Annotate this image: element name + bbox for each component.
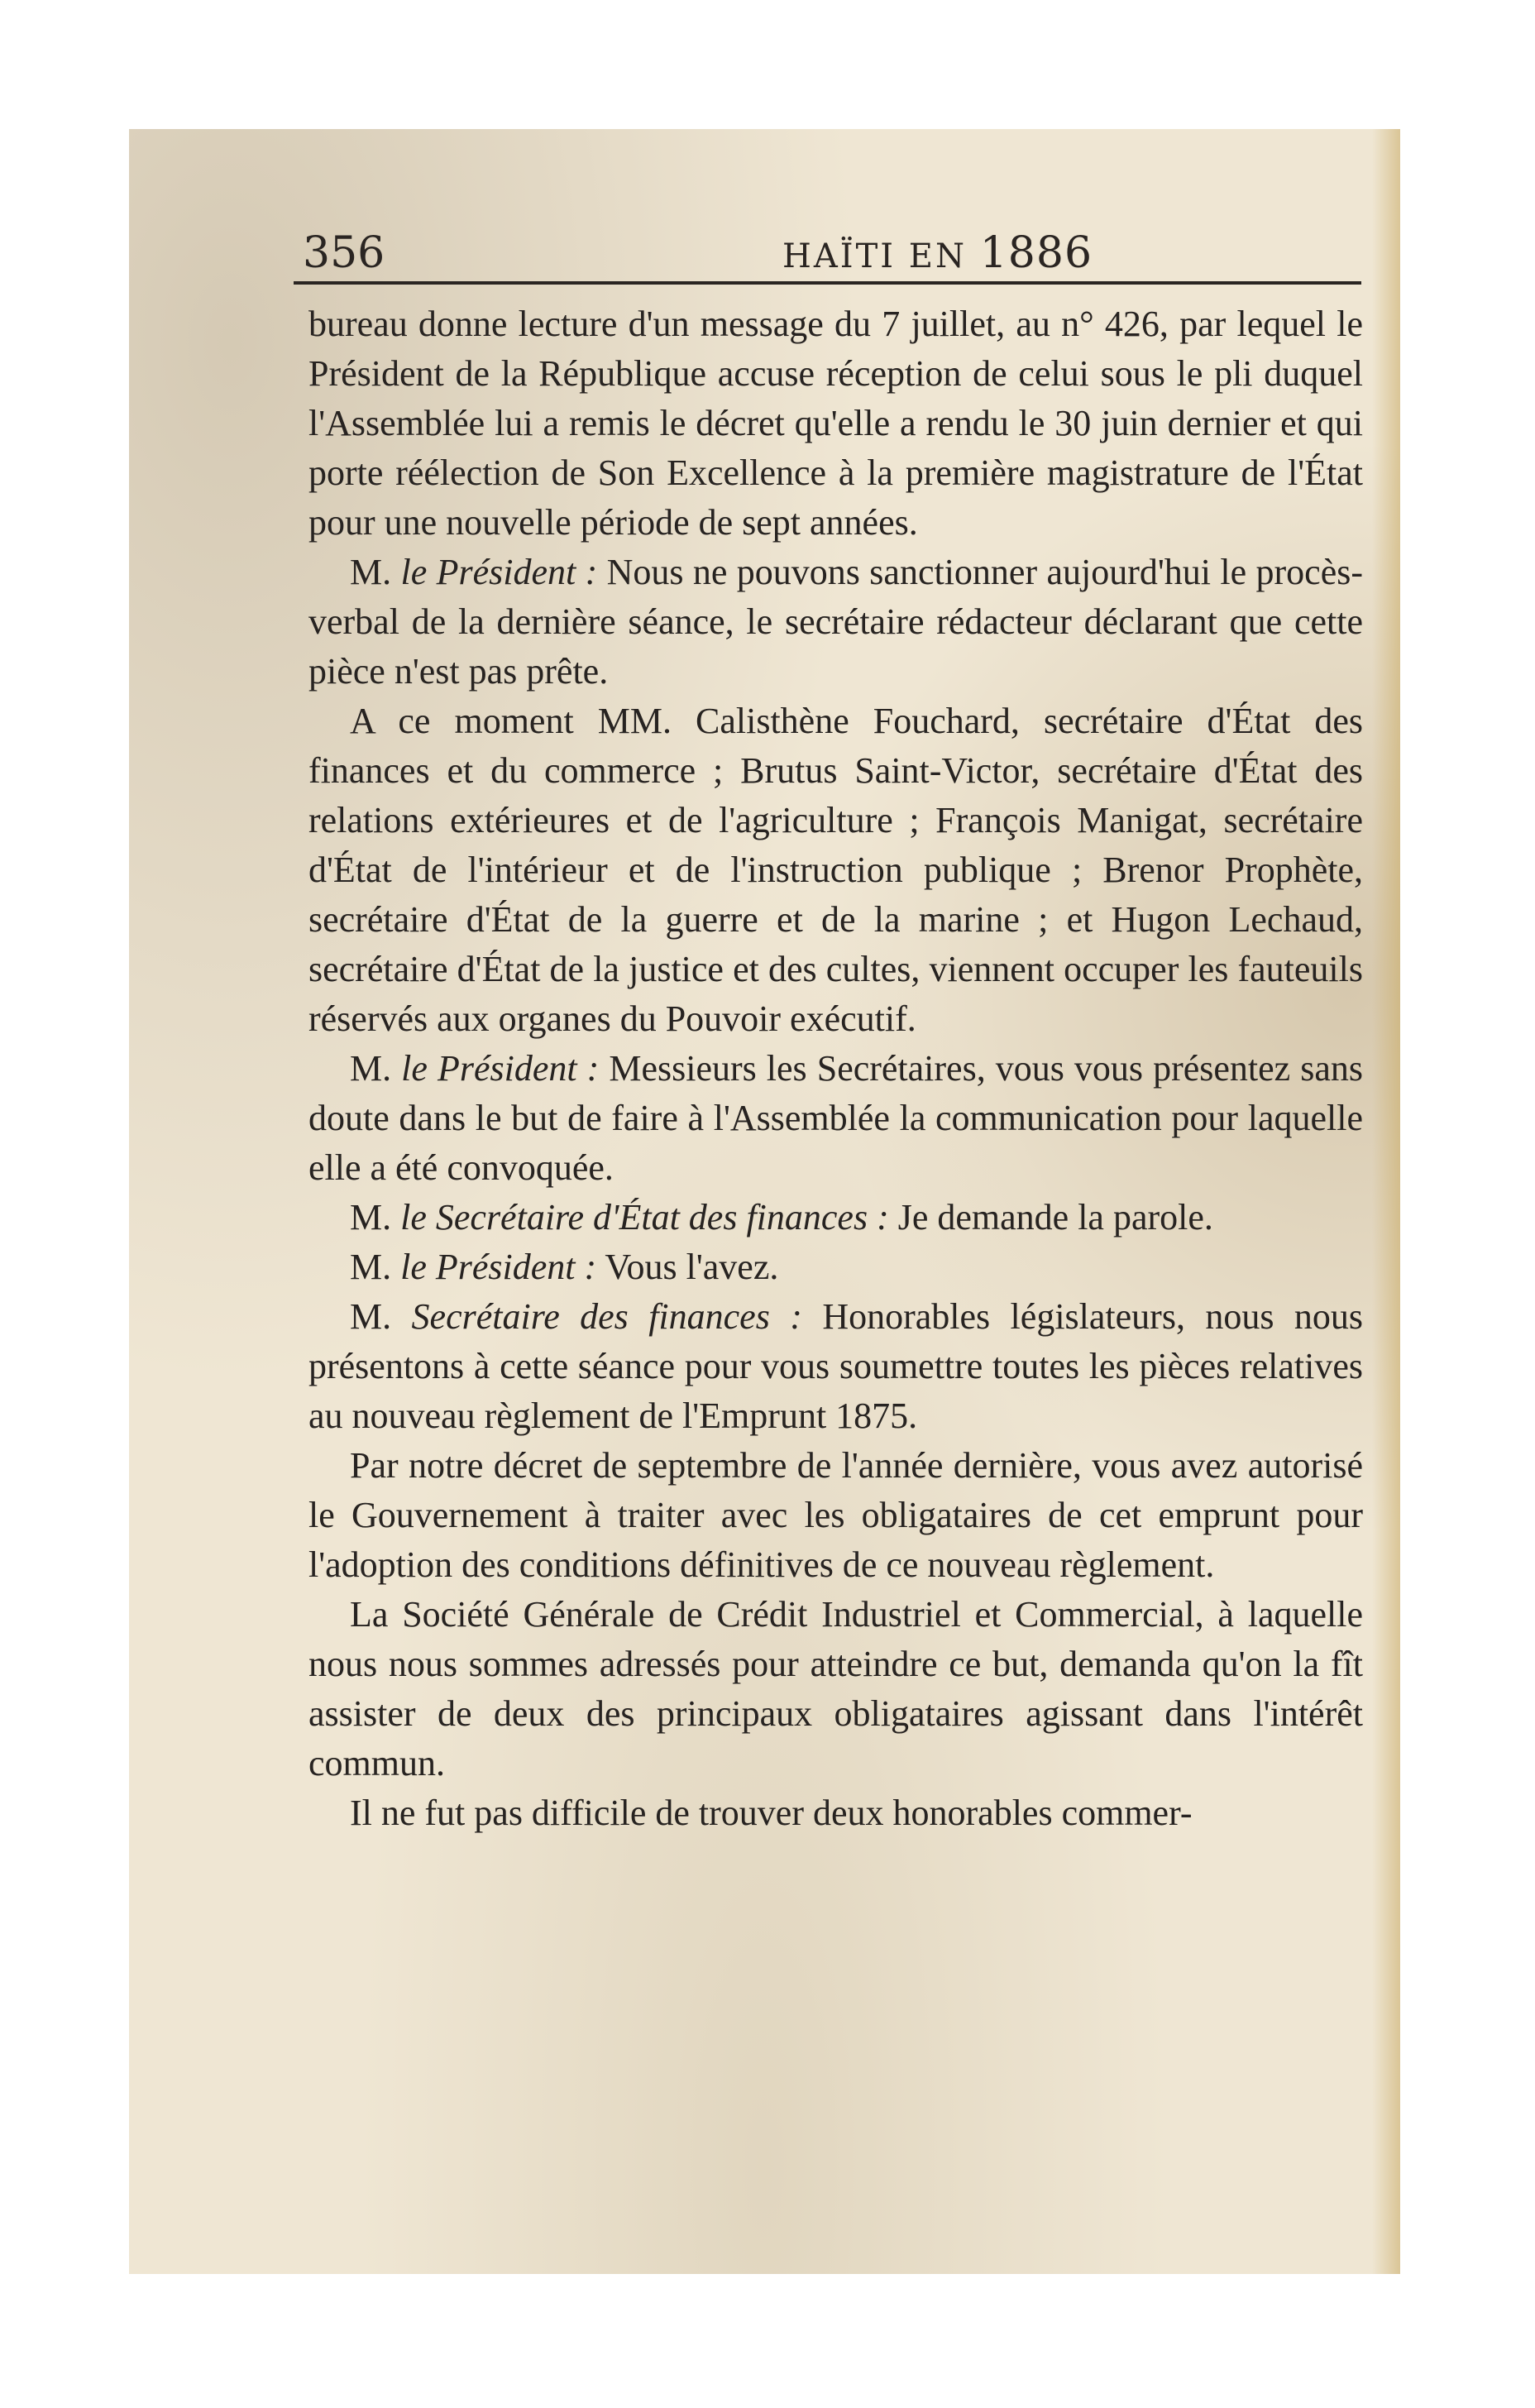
paragraph-7-text: Honorables législateurs, nous nous présentons à cette séance pour vous soumettre toutes les pièces relatives au nouveau règlement de l'Emprunt 1875. (308, 1296, 1364, 1436)
paragraph-5-text: Je demande la parole. (888, 1197, 1213, 1238)
paragraph-3-text: A ce moment MM. Calisthène Fouchard, secrétaire d'État des finances et du commerce ; Brutus Saint-Victor, secrétaire d'État des relations extérieures et de l'agriculture ; François Manigat, secrétaire d'État de l'intérieur et de l'instruction publique ; Brenor Prophète, secrétaire d'État de la guerre et de la marine ; et Hugon Lechaud, secrétaire d'État de la justice et des cultes, viennent occuper les fauteuils réservés aux organes du Pouvoir exécutif. (308, 701, 1363, 1039)
page-number: 356 (303, 228, 385, 278)
page-edge-shadow (1372, 129, 1400, 2274)
paragraph-4-text: Messieurs les Secrétaires, vous vous présentez sans doute dans le but de faire à l'Assemblée la communication pour laquelle elle a été convoquée. (308, 1048, 1364, 1188)
paragraph-1 (308, 299, 1363, 548)
paragraph-6-speaker: le Président : (400, 1247, 597, 1287)
paragraph-8 (308, 1441, 1363, 1590)
paragraph-2-text: Nous ne pouvons sanctionner aujourd'hui le procès-verbal de la dernière séance, le secrétaire rédacteur déclarant que cette pièce n'est pas prête. (308, 552, 1364, 692)
running-title-text: HAÏTI EN (782, 237, 967, 275)
paragraph-9-text: La Société Générale de Crédit Industriel et Commercial, à laquelle nous nous sommes adressés pour atteindre ce but, demanda qu'on la fît assister de deux des principaux obligataires agissant dans l'intérêt commun. (308, 1594, 1363, 1783)
paragraph-10-text: Il ne fut pas difficile de trouver deux honorables commer- (350, 1793, 1193, 1833)
paragraph-4 (308, 1044, 1363, 1193)
paragraph-2-speaker: le Président : (400, 552, 598, 592)
paragraph-2 (308, 548, 1363, 697)
paragraph-9 (308, 1590, 1363, 1788)
paragraph-6-lead: M. (350, 1247, 401, 1287)
paragraph-7-lead: M. (350, 1296, 412, 1337)
paragraph-5-speaker: le Secrétaire d'État des finances : (400, 1197, 889, 1238)
paragraph-6 (308, 1242, 1363, 1292)
body-text (308, 299, 1363, 1838)
paragraph-5 (308, 1193, 1363, 1242)
paragraph-4-speaker: le Président : (401, 1048, 600, 1089)
running-title-year: 1886 (979, 228, 1093, 278)
paragraph-8-text: Par notre décret de septembre de l'année dernière, vous avez autorisé le Gouvernement à traiter avec les obligataires de cet emprunt pour l'adoption des conditions définitives de ce nouveau règlement. (308, 1445, 1363, 1585)
paragraph-2-lead: M. (350, 552, 401, 592)
paragraph-10 (308, 1788, 1363, 1838)
paragraph-3 (308, 697, 1363, 1044)
running-title (782, 220, 1093, 290)
paragraph-4-lead: M. (350, 1048, 402, 1089)
paragraph-5-lead: M. (350, 1197, 401, 1238)
running-head (303, 220, 1400, 286)
paragraph-7-speaker: Secrétaire des finances : (411, 1296, 802, 1337)
paragraph-6-text: Vous l'avez. (596, 1247, 779, 1287)
paragraph-1-text: bureau donne lecture d'un message du 7 juillet, au n° 426, par lequel le Président de la République accuse réception de celui sous le pli duquel l'Assemblée lui a remis le décret qu'elle a rendu le 30 juin dernier et qui porte réélection de Son Excellence à la première magistrature de l'État pour une nouvelle période de sept années. (308, 304, 1363, 543)
header-rule (294, 281, 1361, 285)
paragraph-7 (308, 1292, 1363, 1441)
